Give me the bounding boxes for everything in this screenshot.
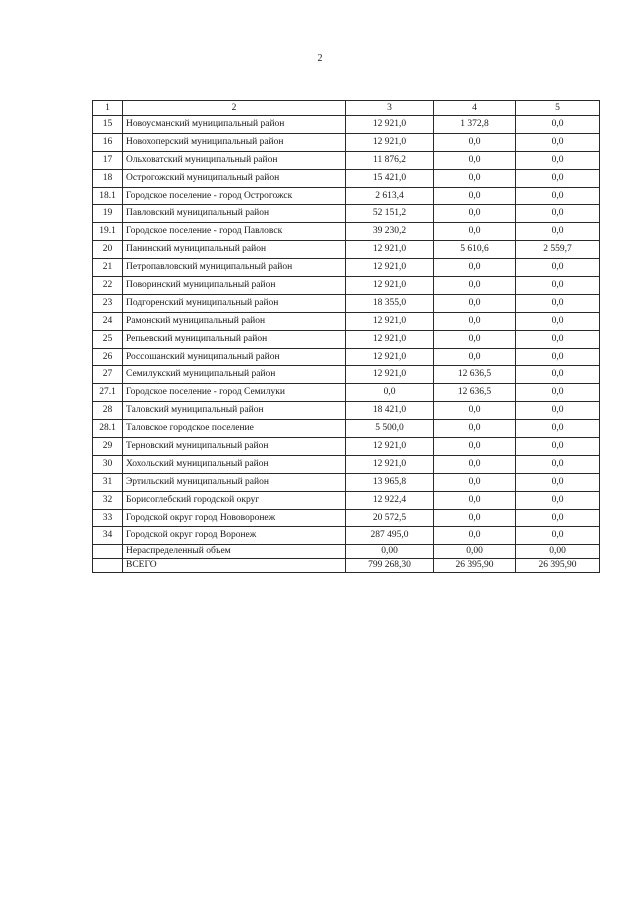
header-col-2: 2 — [123, 101, 346, 116]
value-col-3: 12 921,0 — [346, 259, 434, 277]
value-col-3: 39 230,2 — [346, 223, 434, 241]
municipality-name: Репьевский муниципальный район — [123, 330, 346, 348]
row-number: 20 — [93, 241, 123, 259]
value-col-5: 0,0 — [516, 366, 600, 384]
value-col-3: 52 151,2 — [346, 205, 434, 223]
value-col-4: 0,0 — [434, 187, 516, 205]
table-row — [93, 259, 600, 277]
row-number: 33 — [93, 509, 123, 527]
value-col-5: 0,0 — [516, 116, 600, 134]
value-col-5: 0,0 — [516, 187, 600, 205]
value-col-3: 12 921,0 — [346, 116, 434, 134]
value-col-5: 0,0 — [516, 205, 600, 223]
row-number: 26 — [93, 348, 123, 366]
row-number: 19.1 — [93, 223, 123, 241]
value-col-3: 13 965,8 — [346, 473, 434, 491]
value-col-3: 18 355,0 — [346, 294, 434, 312]
table-row — [93, 133, 600, 151]
value-col-3: 11 876,2 — [346, 151, 434, 169]
value-col-3: 0,00 — [346, 545, 434, 559]
table-row — [93, 420, 600, 438]
value-col-5: 0,00 — [516, 545, 600, 559]
value-col-3: 12 921,0 — [346, 366, 434, 384]
row-number: 21 — [93, 259, 123, 277]
row-number: 24 — [93, 312, 123, 330]
municipality-name: Городское поселение - город Острогожск — [123, 187, 346, 205]
table-row — [93, 527, 600, 545]
value-col-3: 12 921,0 — [346, 241, 434, 259]
value-col-3: 12 921,0 — [346, 330, 434, 348]
value-col-5: 0,0 — [516, 294, 600, 312]
value-col-4: 0,0 — [434, 223, 516, 241]
municipality-name: Городской округ город Воронеж — [123, 527, 346, 545]
value-col-4: 0,0 — [434, 151, 516, 169]
value-col-5: 0,0 — [516, 223, 600, 241]
value-col-3: 18 421,0 — [346, 402, 434, 420]
municipality-name: Таловский муниципальный район — [123, 402, 346, 420]
municipality-name: Подгоренский муниципальный район — [123, 294, 346, 312]
value-col-5: 0,0 — [516, 151, 600, 169]
row-number: 25 — [93, 330, 123, 348]
header-col-1: 1 — [93, 101, 123, 116]
table-row — [93, 348, 600, 366]
value-col-4: 0,0 — [434, 133, 516, 151]
value-col-3: 287 495,0 — [346, 527, 434, 545]
row-number: 17 — [93, 151, 123, 169]
row-number: 18 — [93, 169, 123, 187]
value-col-4: 0,0 — [434, 509, 516, 527]
row-number: 22 — [93, 277, 123, 295]
municipality-name: Семилукский муниципальный район — [123, 366, 346, 384]
value-col-5: 0,0 — [516, 455, 600, 473]
municipality-name: Ольховатский муниципальный район — [123, 151, 346, 169]
value-col-4: 0,0 — [434, 420, 516, 438]
table-row — [93, 402, 600, 420]
table-header-row — [93, 101, 600, 116]
value-col-3: 0,0 — [346, 384, 434, 402]
value-col-3: 799 268,30 — [346, 559, 434, 573]
header-col-4: 4 — [434, 101, 516, 116]
table-row — [93, 151, 600, 169]
header-col-3: 3 — [346, 101, 434, 116]
value-col-4: 0,0 — [434, 205, 516, 223]
table-row — [93, 330, 600, 348]
municipality-name: Новохоперский муниципальный район — [123, 133, 346, 151]
row-number: 29 — [93, 438, 123, 456]
value-col-4: 0,0 — [434, 169, 516, 187]
row-number: 34 — [93, 527, 123, 545]
value-col-5: 0,0 — [516, 509, 600, 527]
value-col-5: 0,0 — [516, 438, 600, 456]
value-col-4: 0,00 — [434, 545, 516, 559]
value-col-3: 12 921,0 — [346, 277, 434, 295]
value-col-4: 0,0 — [434, 527, 516, 545]
value-col-4: 0,0 — [434, 402, 516, 420]
value-col-4: 0,0 — [434, 259, 516, 277]
table-row — [93, 491, 600, 509]
row-number: 18.1 — [93, 187, 123, 205]
municipality-name: Россошанский муниципальный район — [123, 348, 346, 366]
value-col-5: 0,0 — [516, 491, 600, 509]
row-number: 23 — [93, 294, 123, 312]
municipality-name: Эртильский муниципальный район — [123, 473, 346, 491]
value-col-5: 0,0 — [516, 169, 600, 187]
value-col-5: 0,0 — [516, 402, 600, 420]
table-row — [93, 366, 600, 384]
value-col-4: 0,0 — [434, 473, 516, 491]
value-col-5: 0,0 — [516, 259, 600, 277]
value-col-5: 0,0 — [516, 473, 600, 491]
table-row — [93, 384, 600, 402]
page-number: 2 — [317, 53, 323, 64]
value-col-3: 2 613,4 — [346, 187, 434, 205]
value-col-4: 12 636,5 — [434, 366, 516, 384]
table-row — [93, 169, 600, 187]
value-col-3: 12 921,0 — [346, 438, 434, 456]
table-row — [93, 294, 600, 312]
row-number: 30 — [93, 455, 123, 473]
value-col-3: 12 921,0 — [346, 455, 434, 473]
municipality-name: Городской округ город Нововоронеж — [123, 509, 346, 527]
total-row — [93, 559, 600, 573]
value-col-5: 0,0 — [516, 348, 600, 366]
municipality-name: Хохольский муниципальный район — [123, 455, 346, 473]
value-col-5: 0,0 — [516, 312, 600, 330]
value-col-5: 0,0 — [516, 420, 600, 438]
row-number: 31 — [93, 473, 123, 491]
table-row — [93, 455, 600, 473]
value-col-3: 12 922,4 — [346, 491, 434, 509]
value-col-4: 0,0 — [434, 438, 516, 456]
municipality-name: Терновский муниципальный район — [123, 438, 346, 456]
municipality-name: Борисоглебский городской округ — [123, 491, 346, 509]
value-col-5: 0,0 — [516, 330, 600, 348]
row-number: 28 — [93, 402, 123, 420]
value-col-5: 0,0 — [516, 277, 600, 295]
table-row — [93, 241, 600, 259]
row-number — [93, 559, 123, 573]
municipality-name: Острогожский муниципальный район — [123, 169, 346, 187]
header-col-5: 5 — [516, 101, 600, 116]
value-col-4: 0,0 — [434, 277, 516, 295]
row-number: 16 — [93, 133, 123, 151]
row-number: 27 — [93, 366, 123, 384]
row-number: 27.1 — [93, 384, 123, 402]
table-row — [93, 473, 600, 491]
value-col-4: 12 636,5 — [434, 384, 516, 402]
value-col-4: 0,0 — [434, 330, 516, 348]
municipality-name: Таловское городское поселение — [123, 420, 346, 438]
value-col-4: 0,0 — [434, 312, 516, 330]
municipality-name: Городское поселение - город Павловск — [123, 223, 346, 241]
value-col-3: 12 921,0 — [346, 348, 434, 366]
value-col-4: 5 610,6 — [434, 241, 516, 259]
municipality-name: Павловский муниципальный район — [123, 205, 346, 223]
table-row — [93, 116, 600, 134]
value-col-3: 20 572,5 — [346, 509, 434, 527]
table-row — [93, 438, 600, 456]
value-col-4: 0,0 — [434, 348, 516, 366]
unallocated-row — [93, 545, 600, 559]
municipality-name: Поворинский муниципальный район — [123, 277, 346, 295]
municipality-name: Панинский муниципальный район — [123, 241, 346, 259]
municipality-name: Петропавловский муниципальный район — [123, 259, 346, 277]
table-row — [93, 312, 600, 330]
table-row — [93, 223, 600, 241]
table-body — [93, 101, 600, 573]
table-row — [93, 187, 600, 205]
municipality-name: Городское поселение - город Семилуки — [123, 384, 346, 402]
municipality-name: Новоусманский муниципальный район — [123, 116, 346, 134]
value-col-4: 0,0 — [434, 294, 516, 312]
municipality-name: Нераспределенный объем — [123, 545, 346, 559]
value-col-3: 5 500,0 — [346, 420, 434, 438]
table-row — [93, 277, 600, 295]
value-col-5: 26 395,90 — [516, 559, 600, 573]
row-number: 32 — [93, 491, 123, 509]
value-col-3: 12 921,0 — [346, 133, 434, 151]
allocation-table — [92, 100, 600, 573]
value-col-5: 0,0 — [516, 384, 600, 402]
value-col-3: 15 421,0 — [346, 169, 434, 187]
value-col-3: 12 921,0 — [346, 312, 434, 330]
value-col-4: 0,0 — [434, 491, 516, 509]
value-col-5: 0,0 — [516, 133, 600, 151]
table-row — [93, 205, 600, 223]
row-number — [93, 545, 123, 559]
municipality-name: Рамонский муниципальный район — [123, 312, 346, 330]
value-col-4: 26 395,90 — [434, 559, 516, 573]
row-number: 19 — [93, 205, 123, 223]
value-col-4: 1 372,8 — [434, 116, 516, 134]
row-number: 28.1 — [93, 420, 123, 438]
row-number: 15 — [93, 116, 123, 134]
value-col-5: 2 559,7 — [516, 241, 600, 259]
value-col-4: 0,0 — [434, 455, 516, 473]
table-row — [93, 509, 600, 527]
value-col-5: 0,0 — [516, 527, 600, 545]
municipality-name: ВСЕГО — [123, 559, 346, 573]
